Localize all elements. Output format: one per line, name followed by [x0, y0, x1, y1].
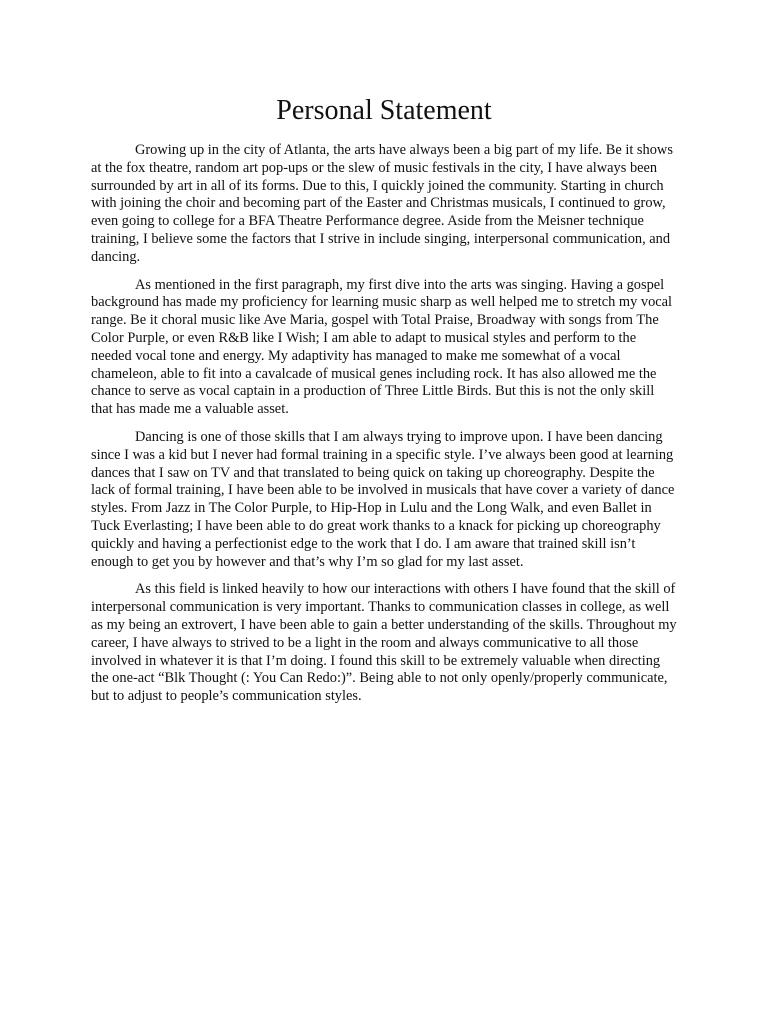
- paragraph-3: Dancing is one of those skills that I am always trying to improve upon. I have been dancing since I was a kid but I never had formal training in a specific style. I’ve always been good at learning dances that I saw on TV and that translated to being quick on taking up choreography. Despite the lack of formal training, I have been able to be involved in musicals that have cover a variety of dance styles. From Jazz in The Color Purple, to Hip-Hop in Lulu and the Long Walk, and even Ballet in Tuck Everlasting; I have been able to do great work thanks to a knack for picking up choreography quickly and having a perfectionist edge to the work that I do. I am aware that trained skill isn’t enough to get you by however and that’s why I’m so glad for my last asset.: [91, 428, 675, 570]
- paragraph-2: As mentioned in the first paragraph, my first dive into the arts was singing. Having a gospel background has made my proficiency for learning music sharp as well helped me to stretch my vocal range. Be it choral music like Ave Maria, gospel with Total Praise, Broadway with songs from The Color Purple, or even R&B like I Wish; I am able to adapt to musical styles and perform to the needed vocal tone and energy. My adaptivity has managed to make me somewhat of a vocal chameleon, able to fit into a cavalcade of musical genes including rock. It has also allowed me the chance to serve as vocal captain in a production of Three Little Birds. But this is not the only skill that has made me a valuable asset.: [91, 276, 673, 418]
- paragraph-4: As this field is linked heavily to how our interactions with others I have found that the skill of interpersonal communication is very important. Thanks to communication classes in college, as well as my being an extrovert, I have been able to gain a better understanding of the skills. Throughout my career, I have always to strived to be a light in the room and always communicative to all those involved in whatever it is that I’m doing. I found this skill to be extremely valuable when directing the one-act “Blk Thought (: You Can Redo:)”. Being able to not only openly/properly communicate, but to adjust to people’s communication styles.: [91, 581, 677, 705]
- paragraph-1: Growing up in the city of Atlanta, the arts have always been a big part of my life. Be it shows at the fox theatre, random art pop-ups or the slew of music festivals in the city, I have always been surrounded by art in all of its forms. Due to this, I quickly joined the community. Starting in church with joining the choir and becoming part of the Easter and Christmas musicals, I continued to grow, even going to college for a BFA Theatre Performance degree. Aside from the Meisner technique training, I believe some the factors that I strive in include singing, interpersonal communication, and dancing.: [91, 142, 673, 265]
- document-title: Personal Statement: [276, 95, 492, 126]
- document-body: [91, 142, 677, 716]
